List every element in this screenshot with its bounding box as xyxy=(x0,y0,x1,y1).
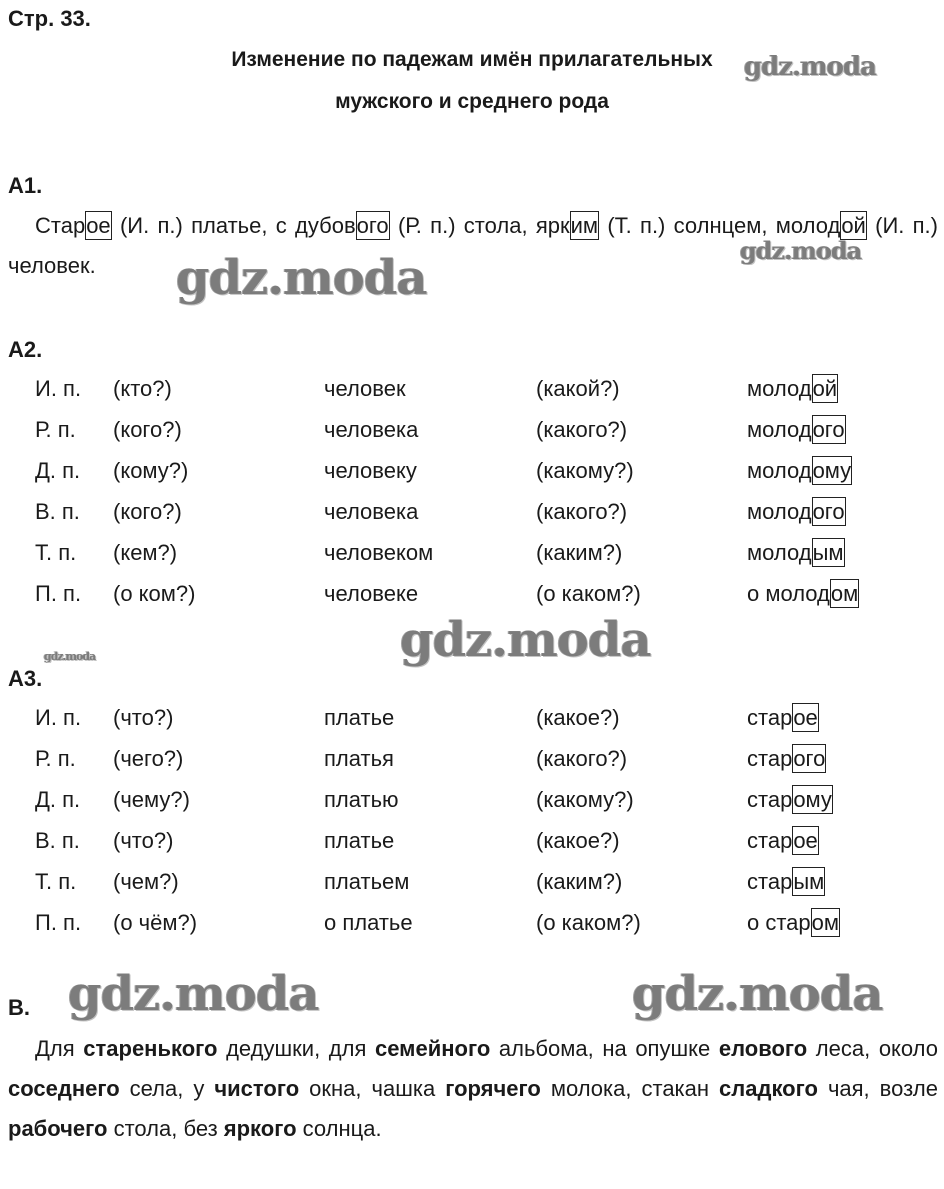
adjective-stem: стар xyxy=(747,828,793,853)
adjective-stem: стар xyxy=(747,746,793,771)
watermark-logo: gdz.moda xyxy=(176,250,427,306)
adjective-stem: стар xyxy=(747,787,793,812)
adjective-bold: сладкого xyxy=(719,1076,818,1101)
noun-form: о платье xyxy=(324,910,413,935)
ending-highlight: ым xyxy=(812,540,844,565)
adjective-question: (какому?) xyxy=(536,458,634,483)
adjective-form xyxy=(747,705,819,731)
adjective-form xyxy=(747,787,833,813)
ending-highlight: ого xyxy=(356,213,389,238)
adjective-form xyxy=(747,581,859,607)
noun-form: человека xyxy=(324,499,419,524)
ending-highlight: ого xyxy=(793,746,826,771)
adjective-question: (какому?) xyxy=(536,787,634,812)
noun-form: платья xyxy=(324,746,394,771)
noun-form: человека xyxy=(324,417,419,442)
adjective-bold: рабочего xyxy=(8,1116,108,1141)
noun-question: (кого?) xyxy=(113,499,182,524)
text-segment: альбома, на опушке xyxy=(490,1036,719,1061)
adjective-stem: молод xyxy=(747,417,812,442)
case-name: Т. п. xyxy=(35,869,77,894)
adjective-form xyxy=(747,376,838,402)
case-name: Р. п. xyxy=(35,746,76,771)
text-segment: дедушки, для xyxy=(217,1036,375,1061)
table-row xyxy=(0,417,944,457)
adjective-form xyxy=(747,417,846,443)
text-segment: села, у xyxy=(119,1076,215,1101)
section-a2-label: А2. xyxy=(8,337,43,362)
noun-question: (о ком?) xyxy=(113,581,196,606)
b-text xyxy=(8,1029,938,1149)
adjective-question: (какое?) xyxy=(536,828,620,853)
adjective-bold: чистого xyxy=(214,1076,300,1101)
case-name: Т. п. xyxy=(35,540,77,565)
adjective-question: (о каком?) xyxy=(536,910,641,935)
noun-question: (кто?) xyxy=(113,376,172,401)
noun-question: (кого?) xyxy=(113,417,182,442)
ending-highlight: ому xyxy=(793,787,832,812)
watermark-logo: gdz.moda xyxy=(740,236,862,265)
noun-form: человеком xyxy=(324,540,434,565)
case-name: И. п. xyxy=(35,705,82,730)
adjective-form xyxy=(747,499,846,525)
title-line-2: мужского и среднего рода xyxy=(335,90,609,113)
section-a1-label: А1. xyxy=(8,173,43,198)
adjective-bold: семейного xyxy=(375,1036,491,1061)
table-row xyxy=(0,376,944,416)
adjective-form xyxy=(747,828,819,854)
adjective-form xyxy=(747,869,825,895)
adjective-question: (каким?) xyxy=(536,540,623,565)
noun-question: (чего?) xyxy=(113,746,184,771)
section-a3-label: А3. xyxy=(8,666,43,691)
ending-highlight: ой xyxy=(841,213,866,238)
b-paragraph xyxy=(8,1029,938,1149)
text-segment: Стар xyxy=(35,213,86,238)
adjective-form xyxy=(747,746,826,772)
table-row xyxy=(0,910,944,950)
watermark-logo: gdz.moda xyxy=(400,612,651,668)
adjective-question: (каким?) xyxy=(536,869,623,894)
adjective-form xyxy=(747,458,852,484)
adjective-bold: соседнего xyxy=(8,1076,120,1101)
noun-question: (о чём?) xyxy=(113,910,198,935)
ending-highlight: ым xyxy=(793,869,825,894)
text-segment: окна, чашка xyxy=(299,1076,446,1101)
case-name: П. п. xyxy=(35,910,82,935)
ending-highlight: ому xyxy=(812,458,852,483)
case-name: В. п. xyxy=(35,499,80,524)
text-segment: Для xyxy=(35,1036,84,1061)
text-segment: молока, стакан xyxy=(540,1076,720,1101)
case-name: П. п. xyxy=(35,581,82,606)
case-name: Д. п. xyxy=(35,458,81,483)
noun-form: платье xyxy=(324,828,395,853)
watermark-logo: gdz.moda xyxy=(68,966,319,1022)
noun-question: (чем?) xyxy=(113,869,179,894)
ending-highlight: ого xyxy=(812,417,845,442)
case-name: Д. п. xyxy=(35,787,81,812)
adjective-question: (какое?) xyxy=(536,705,620,730)
adjective-bold: старенького xyxy=(83,1036,218,1061)
adjective-stem: молод xyxy=(747,376,812,401)
adjective-bold: горячего xyxy=(445,1076,541,1101)
adjective-bold: елового xyxy=(718,1036,808,1061)
title-line-1: Изменение по падежам имён прилагательных xyxy=(231,48,713,71)
noun-form: человек xyxy=(324,376,406,401)
page-reference: Стр. 33. xyxy=(8,6,91,31)
table-row xyxy=(0,828,944,868)
ending-highlight: ое xyxy=(793,828,818,853)
section-b-label: В. xyxy=(8,995,30,1020)
noun-question: (кому?) xyxy=(113,458,189,483)
adjective-question: (какого?) xyxy=(536,499,628,524)
ending-highlight: ого xyxy=(812,499,845,524)
ending-highlight: ое xyxy=(86,213,111,238)
adjective-stem: молод xyxy=(747,499,812,524)
watermark-logo: gdz.moda xyxy=(744,52,877,82)
ending-highlight: им xyxy=(570,213,599,238)
text-segment: стола, без xyxy=(107,1116,224,1141)
watermark-logo: gdz.moda xyxy=(632,966,883,1022)
ending-highlight: ое xyxy=(793,705,818,730)
noun-form: платьем xyxy=(324,869,410,894)
case-name: И. п. xyxy=(35,376,82,401)
adjective-stem: стар xyxy=(747,869,793,894)
table-row xyxy=(0,540,944,580)
ending-highlight: ой xyxy=(812,376,838,401)
text-segment: (Т. п.) солнцем, молод xyxy=(599,213,841,238)
noun-form: человеку xyxy=(324,458,417,483)
case-name: Р. п. xyxy=(35,417,76,442)
noun-question: (что?) xyxy=(113,705,174,730)
adjective-form xyxy=(747,540,845,566)
adjective-question: (о каком?) xyxy=(536,581,641,606)
table-row xyxy=(0,705,944,745)
table-row xyxy=(0,499,944,539)
text-segment: (И. п.) человек. xyxy=(8,213,938,278)
adjective-stem: о стар xyxy=(747,910,811,935)
noun-form: платье xyxy=(324,705,395,730)
adjective-question: (какого?) xyxy=(536,746,628,771)
adjective-stem: о молод xyxy=(747,581,830,606)
adjective-bold: яркого xyxy=(223,1116,297,1141)
ending-highlight: ом xyxy=(830,581,859,606)
text-segment: леса, около xyxy=(807,1036,939,1061)
noun-question: (кем?) xyxy=(113,540,178,565)
ending-highlight: ом xyxy=(811,910,840,935)
noun-form: человеке xyxy=(324,581,419,606)
noun-question: (чему?) xyxy=(113,787,190,812)
case-name: В. п. xyxy=(35,828,80,853)
table-row xyxy=(0,458,944,498)
text-segment: солнца. xyxy=(296,1116,382,1141)
text-segment: чая, возле xyxy=(817,1076,939,1101)
table-row xyxy=(0,869,944,909)
text-segment: (Р. п.) стола, ярк xyxy=(389,213,570,238)
adjective-stem: молод xyxy=(747,540,812,565)
table-row xyxy=(0,787,944,827)
adjective-question: (какого?) xyxy=(536,417,628,442)
noun-form: платью xyxy=(324,787,399,812)
noun-question: (что?) xyxy=(113,828,174,853)
adjective-form xyxy=(747,910,840,936)
adjective-question: (какой?) xyxy=(536,376,620,401)
adjective-stem: стар xyxy=(747,705,793,730)
watermark-logo: gdz.moda xyxy=(44,650,96,663)
table-row xyxy=(0,746,944,786)
text-segment: (И. п.) платье, с дубов xyxy=(111,213,356,238)
adjective-stem: молод xyxy=(747,458,812,483)
